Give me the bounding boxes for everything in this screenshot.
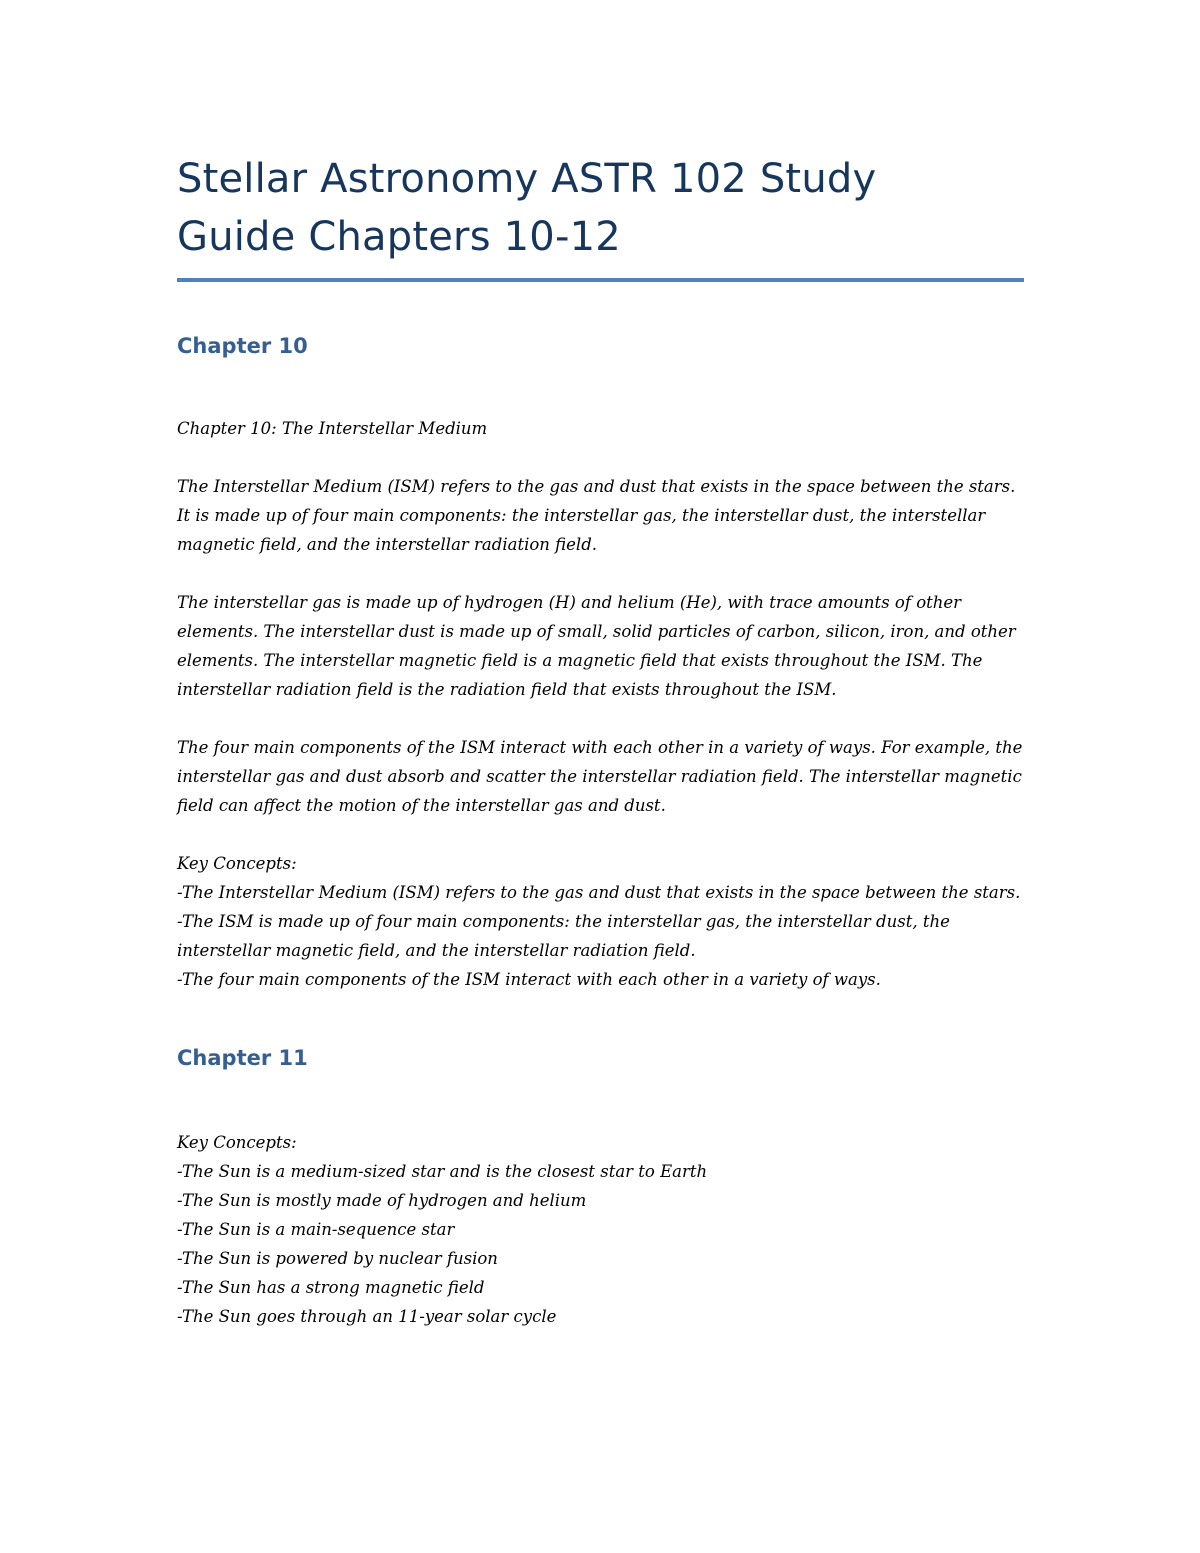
chapter-11-key-concept-item: -The Sun is powered by nuclear fusion (177, 1249, 498, 1268)
chapter-11-key-concept-item: -The Sun is a main-sequence star (177, 1220, 455, 1239)
chapter-11-key-concept-item: -The Sun is mostly made of hydrogen and helium (177, 1191, 587, 1210)
chapter-11-key-concepts-list (177, 1157, 1027, 1331)
chapter-10-paragraph-2: The interstellar gas is made up of hydrogen (H) and helium (He), with trace amounts of other elements. The interstellar dust is made up of small, solid particles of carbon, silicon, iron, and other elements. The interstellar magnetic field is a magnetic field that exists throughout the ISM. The interstellar radiation field is the radiation field that exists throughout the ISM. (177, 593, 1016, 699)
chapter-10-key-concept-item: -The ISM is made up of four main components: the interstellar gas, the interstellar dust, the interstellar magnetic field, and the interstellar radiation field. (177, 912, 950, 960)
chapter-11-key-concept-item: -The Sun goes through an 11-year solar cycle (177, 1307, 557, 1326)
chapter-10-subtitle: Chapter 10: The Interstellar Medium (177, 419, 488, 438)
chapter-11-key-concept-item: -The Sun is a medium-sized star and is the closest star to Earth (177, 1162, 708, 1181)
chapter-10-key-concepts-list (177, 878, 1027, 994)
chapter-10-paragraph-3: The four main components of the ISM interact with each other in a variety of ways. For example, the interstellar gas and dust absorb and scatter the interstellar radiation field. The interstellar magnetic field can affect the motion of the interstellar gas and dust. (177, 738, 1023, 815)
chapter-10-heading: Chapter 10 (177, 334, 308, 358)
chapter-10-paragraph-1: The Interstellar Medium (ISM) refers to the gas and dust that exists in the space between the stars. It is made up of four main components: the interstellar gas, the interstellar dust, the interstellar magnetic field, and the interstellar radiation field. (177, 477, 1016, 554)
chapter-10-key-concepts-label: Key Concepts: (177, 854, 297, 873)
title-underline-rule (177, 278, 1024, 282)
chapter-11-heading: Chapter 11 (177, 1046, 308, 1070)
chapter-10-key-concept-item: -The Interstellar Medium (ISM) refers to the gas and dust that exists in the space between the stars. (177, 883, 1021, 902)
chapter-11-key-concepts-label: Key Concepts: (177, 1133, 297, 1152)
document-title-line-2: Guide Chapters 10-12 (177, 214, 621, 260)
chapter-11-key-concept-item: -The Sun has a strong magnetic field (177, 1278, 485, 1297)
page-content (177, 150, 1027, 1331)
document-title (177, 150, 1027, 266)
document-title-line-1: Stellar Astronomy ASTR 102 Study (177, 156, 877, 202)
chapter-10-key-concept-item: -The four main components of the ISM interact with each other in a variety of ways. (177, 970, 881, 989)
